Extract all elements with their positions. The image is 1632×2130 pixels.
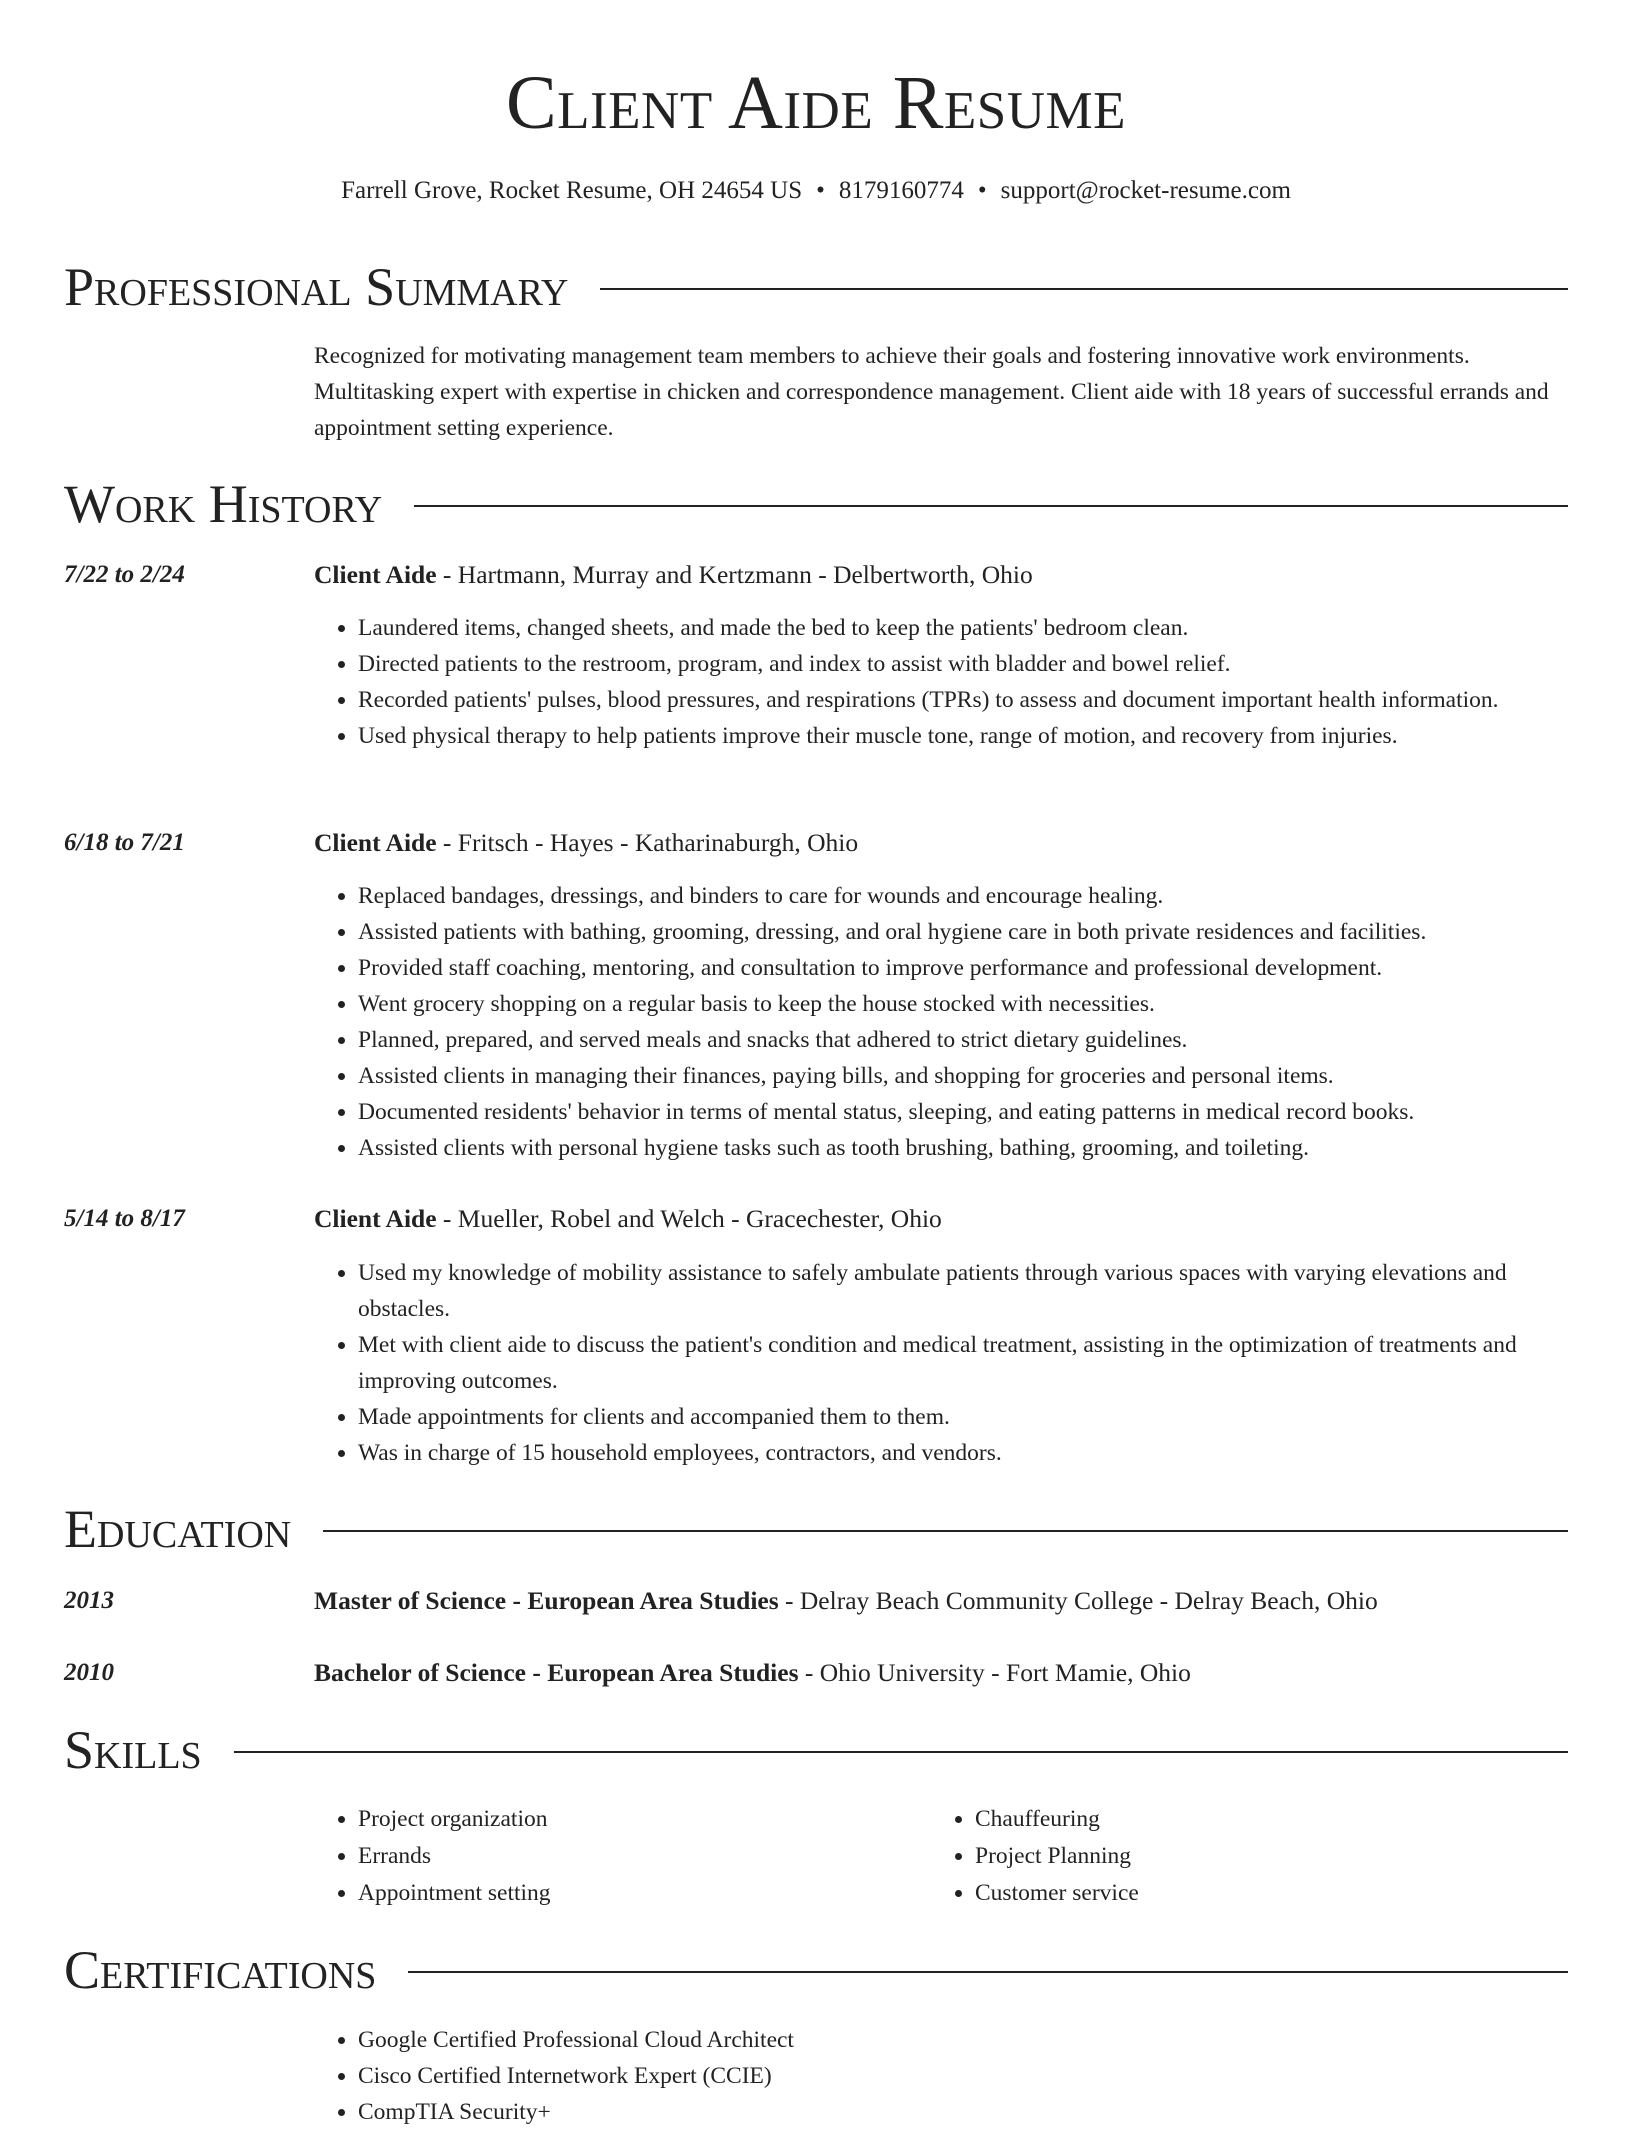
job-header — [314, 558, 1568, 592]
job-bullet: • Assisted clients in managing their finances, paying bills, and shopping for groceries and personal items. — [358, 1058, 1568, 1094]
skill-item: • Project Planning — [975, 1838, 1491, 1875]
job-bullet: • Assisted clients with personal hygiene tasks such as tooth brushing, bathing, grooming, and toileting. — [358, 1130, 1568, 1166]
job-bullet: • Used physical therapy to help patients improve their muscle tone, range of motion, and recovery from injuries. — [358, 718, 1568, 754]
job-bullet: • Made appointments for clients and accompanied them to them. — [358, 1399, 1568, 1435]
section-divider — [234, 1751, 1568, 1753]
job-dates: 5/14 to 8/17 — [64, 1205, 185, 1232]
skill-item: • Errands — [358, 1838, 874, 1875]
job-dates: 7/22 to 2/24 — [64, 561, 185, 588]
education-degree: Bachelor of Science - European Area Studies — [314, 1658, 799, 1687]
resume-title: Client Aide Resume — [505, 61, 1127, 145]
work-history-heading: Work History — [64, 474, 383, 534]
section-divider — [323, 1530, 1568, 1532]
skills-section-header — [64, 1718, 1568, 1782]
certification-item: • Google Certified Professional Cloud Architect — [358, 2022, 1568, 2058]
summary-section-header — [64, 255, 1568, 319]
job-header — [314, 1202, 1568, 1236]
certifications-heading: Certifications — [64, 1940, 377, 2000]
job-position: Client Aide — [314, 1204, 437, 1233]
certification-item: • Cisco Certified Internetwork Expert (CCIE) — [358, 2058, 1568, 2094]
contact-phone: 8179160774 — [838, 177, 964, 204]
job-bullet: • Directed patients to the restroom, program, and index to assist with bladder and bowel relief. — [358, 646, 1568, 682]
job-bullet: • Met with client aide to discuss the patient's condition and medical treatment, assisting in the optimization of treatments and improving outcomes. — [358, 1327, 1568, 1399]
job-bullets — [314, 878, 1568, 1166]
job-bullet: • Used my knowledge of mobility assistance to safely ambulate patients through various spaces with varying elevations and obstacles. — [358, 1255, 1568, 1327]
section-divider — [600, 288, 1568, 290]
section-divider — [408, 1971, 1568, 1973]
education-year: 2013 — [64, 1587, 114, 1614]
education-header — [314, 1656, 1568, 1690]
job-header — [314, 826, 1568, 860]
job-bullet: • Recorded patients' pulses, blood pressures, and respirations (TPRs) to assess and document important health information. — [358, 682, 1568, 718]
education-year: 2010 — [64, 1659, 114, 1686]
education-section-header — [64, 1497, 1568, 1561]
job-bullet: • Documented residents' behavior in terms of mental status, sleeping, and eating patterns in medical record books. — [358, 1094, 1568, 1130]
skill-item: • Chauffeuring — [975, 1801, 1491, 1838]
summary-text: Recognized for motivating management team members to achieve their goals and fostering innovative work environments. Multitasking expert with expertise in chicken and correspondence management. Client aide with 18 years of successful errands and appointment setting experience. — [314, 343, 1549, 441]
job-bullet: • Laundered items, changed sheets, and made the bed to keep the patients' bedroom clean. — [358, 610, 1568, 646]
job-bullet: • Replaced bandages, dressings, and binders to care for wounds and encourage healing. — [358, 878, 1568, 914]
job-details: - Fritsch - Hayes - Katharinaburgh, Ohio — [436, 828, 859, 857]
education-heading: Education — [64, 1499, 292, 1559]
skills-list-right — [931, 1801, 1491, 1912]
job-details: - Hartmann, Murray and Kertzmann - Delbertworth, Ohio — [436, 560, 1033, 589]
education-degree: Master of Science - European Area Studies — [314, 1586, 779, 1615]
job-bullet: • Provided staff coaching, mentoring, and consultation to improve performance and professional development. — [358, 950, 1568, 986]
job-bullet: • Was in charge of 15 household employees, contractors, and vendors. — [358, 1435, 1568, 1471]
skills-list-left — [314, 1801, 874, 1912]
job-bullets — [314, 1255, 1568, 1471]
skill-item: • Project organization — [358, 1801, 874, 1838]
job-bullet: • Planned, prepared, and served meals and snacks that adhered to strict dietary guidelines. — [358, 1022, 1568, 1058]
education-details: - Ohio University - Fort Mamie, Ohio — [798, 1658, 1191, 1687]
certifications-list — [314, 2022, 1568, 2130]
skill-item: • Appointment setting — [358, 1875, 874, 1912]
job-bullet: • Went grocery shopping on a regular basis to keep the house stocked with necessities. — [358, 986, 1568, 1022]
contact-separator: • — [816, 177, 825, 204]
job-bullet: • Assisted patients with bathing, grooming, dressing, and oral hygiene care in both private residences and facilities. — [358, 914, 1568, 950]
skill-item: • Customer service — [975, 1875, 1491, 1912]
education-details: - Delray Beach Community College - Delray Beach, Ohio — [778, 1586, 1378, 1615]
job-position: Client Aide — [314, 828, 437, 857]
certifications-section-header — [64, 1938, 1568, 2002]
contact-line — [0, 174, 1632, 208]
contact-email: support@rocket-resume.com — [1000, 177, 1291, 204]
job-dates: 6/18 to 7/21 — [64, 829, 185, 856]
job-position: Client Aide — [314, 560, 437, 589]
contact-separator: • — [977, 177, 987, 204]
skills-heading: Skills — [64, 1720, 202, 1780]
work-history-section-header — [64, 472, 1568, 536]
education-header — [314, 1584, 1568, 1618]
job-details: - Mueller, Robel and Welch - Gracechester, Ohio — [436, 1204, 942, 1233]
certification-item: • CompTIA Security+ — [358, 2094, 1568, 2130]
section-divider — [414, 505, 1568, 507]
contact-address: Farrell Grove, Rocket Resume, OH 24654 US — [341, 177, 803, 204]
summary-heading: Professional Summary — [64, 257, 569, 317]
job-bullets — [314, 610, 1568, 754]
